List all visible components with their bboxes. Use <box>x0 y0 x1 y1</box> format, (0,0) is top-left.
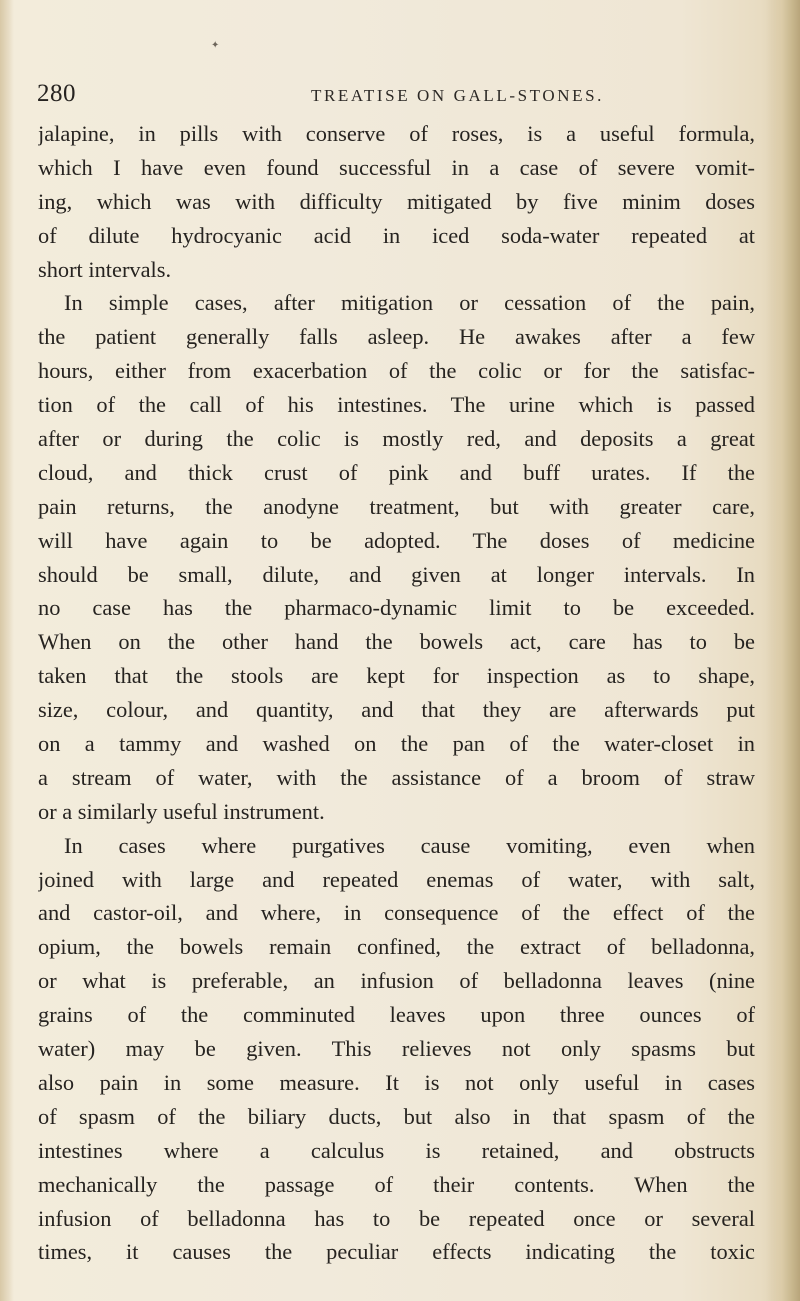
paragraph-end-line: short intervals. <box>38 256 172 282</box>
text-line: opium, the bowels remain confined, the extract of belladonna, <box>38 934 755 960</box>
text-line: When on the other hand the bowels act, care has to be <box>38 629 755 655</box>
text-line: of dilute hydrocyanic acid in iced soda-water repeated at <box>38 222 755 248</box>
text-line: on a tammy and washed on the pan of the water-closet in <box>38 731 755 757</box>
text-line: infusion of belladonna has to be repeated once or several <box>38 1205 755 1231</box>
text-line: joined with large and repeated enemas of water, with salt, <box>38 866 755 892</box>
page-number: 280 <box>37 80 76 107</box>
text-line: of spasm of the biliary ducts, but also in that spasm of the <box>38 1103 755 1129</box>
text-line: which I have even found successful in a case of severe vomit- <box>38 154 755 180</box>
running-head: TREATISE ON GALL-STONES. <box>311 86 604 105</box>
page-header <box>37 80 757 110</box>
text-line: the patient generally falls asleep. He awakes after a few <box>38 324 755 350</box>
page-left-shadow <box>0 0 14 1301</box>
paragraph-start-line: In cases where purgatives cause vomiting, even when <box>64 832 755 858</box>
text-line: should be small, dilute, and given at longer intervals. In <box>38 561 755 587</box>
paragraph-start-line: In simple cases, after mitigation or cessation of the pain, <box>64 290 755 316</box>
text-line: a stream of water, with the assistance of a broom of straw <box>38 764 755 790</box>
text-line: no case has the pharmaco-dynamic limit to be exceeded. <box>38 595 755 621</box>
printer-mark: ✦ <box>211 40 220 51</box>
text-line: ing, which was with difficulty mitigated by five minim doses <box>38 188 755 214</box>
text-line: mechanically the passage of their contents. When the <box>38 1171 755 1197</box>
text-line: cloud, and thick crust of pink and buff urates. If the <box>38 459 755 485</box>
text-line: and castor-oil, and where, in consequence of the effect of the <box>38 900 755 926</box>
text-line: times, it causes the peculiar effects indicating the toxic <box>38 1239 755 1265</box>
text-line: tion of the call of his intestines. The urine which is passed <box>38 392 755 418</box>
page-right-shadow <box>766 0 800 1301</box>
text-line: grains of the comminuted leaves upon three ounces of <box>38 1002 755 1028</box>
text-line: hours, either from exacerbation of the colic or for the satisfac- <box>38 358 755 384</box>
text-line: taken that the stools are kept for inspection as to shape, <box>38 663 755 689</box>
paragraph-end-line: or a similarly useful instrument. <box>38 798 325 824</box>
text-line: pain returns, the anodyne treatment, but with greater care, <box>38 493 755 519</box>
body-text <box>38 117 755 1269</box>
text-line: also pain in some measure. It is not only useful in cases <box>38 1069 755 1095</box>
text-line: after or during the colic is mostly red, and deposits a great <box>38 426 755 452</box>
text-line: will have again to be adopted. The doses of medicine <box>38 527 755 553</box>
text-line: size, colour, and quantity, and that they are afterwards put <box>38 697 755 723</box>
text-line: water) may be given. This relieves not only spasms but <box>38 1036 755 1062</box>
text-line: intestines where a calculus is retained, and obstructs <box>38 1137 755 1163</box>
text-line: or what is preferable, an infusion of belladonna leaves (nine <box>38 968 755 994</box>
text-line: jalapine, in pills with conserve of roses, is a useful formula, <box>38 121 755 146</box>
